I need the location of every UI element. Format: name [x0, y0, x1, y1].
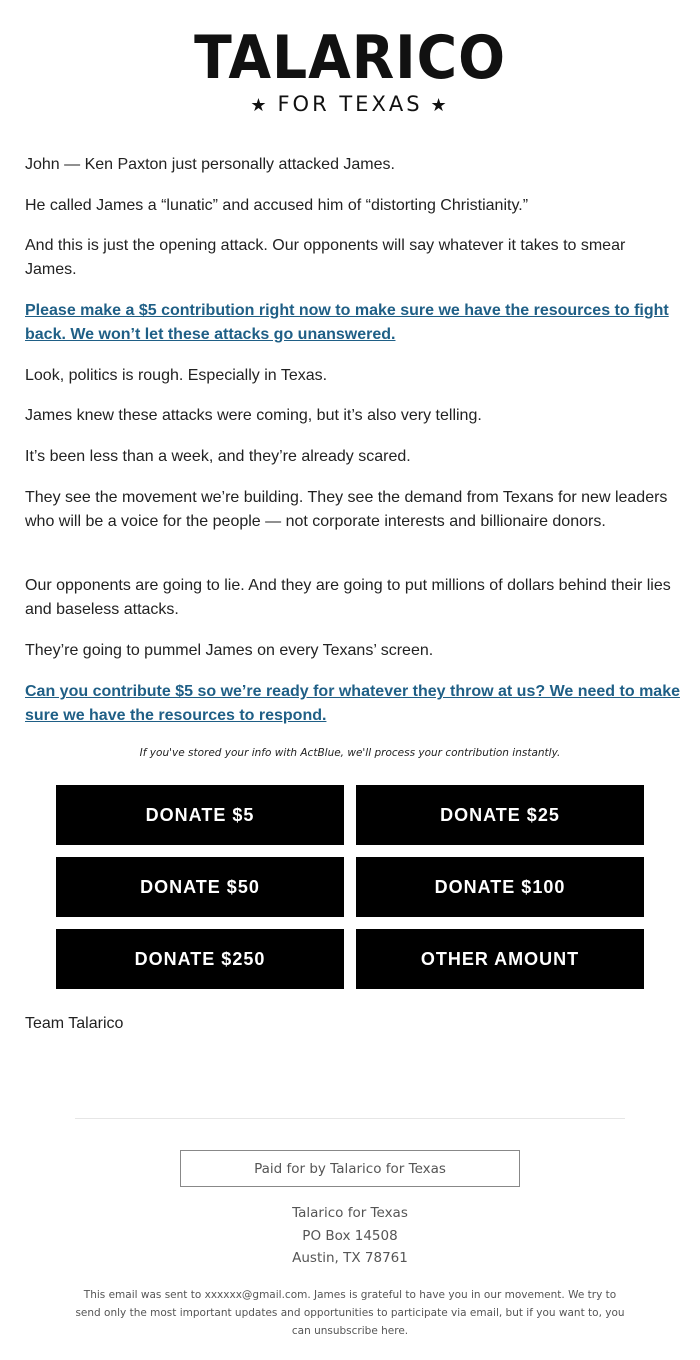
footer-divider	[75, 1118, 625, 1119]
logo-subtitle-text: FOR TEXAS	[277, 92, 423, 116]
star-icon: ★	[430, 95, 450, 116]
body-paragraph: Look, politics is rough. Especially in Texas.	[25, 367, 328, 384]
actblue-note: If you've stored your info with ActBlue, we'll process your contribution instantly.	[139, 747, 561, 759]
logo-subtitle	[0, 92, 700, 118]
body-paragraph: Our opponents are going to lie. And they are going to put millions of dollars behind their lies and baseless attacks.	[25, 577, 671, 618]
logo-title: TALARICO	[194, 23, 506, 93]
address-line: PO Box 14508	[302, 1228, 398, 1244]
donate-5-button[interactable]: DONATE $5	[56, 785, 344, 845]
contribute-link[interactable]: Can you contribute $5 so we’re ready for whatever they throw at us? We need to make sure we have the resources to respond.	[25, 683, 680, 724]
body-paragraph: John — Ken Paxton just personally attacked James.	[25, 156, 395, 173]
donate-250-button[interactable]: DONATE $250	[56, 929, 344, 989]
body-paragraph: He called James a “lunatic” and accused him of “distorting Christianity.”	[25, 197, 529, 214]
body-paragraph: They see the movement we’re building. They see the demand from Texans for new leaders who will be a voice for the people — not corporate interests and billionaire donors.	[25, 489, 668, 530]
donate-50-button[interactable]: DONATE $50	[56, 857, 344, 917]
address-line: Talarico for Texas	[292, 1205, 408, 1221]
star-icon: ★	[250, 95, 270, 116]
body-paragraph: They’re going to pummel James on every Texans’ screen.	[25, 642, 434, 659]
other-amount-button[interactable]: OTHER AMOUNT	[356, 929, 644, 989]
donate-100-button[interactable]: DONATE $100	[356, 857, 644, 917]
body-paragraph: And this is just the opening attack. Our opponents will say whatever it takes to smear James.	[25, 237, 626, 278]
body-paragraph: It’s been less than a week, and they’re already scared.	[25, 448, 411, 465]
body-paragraph: James knew these attacks were coming, but it’s also very telling.	[25, 407, 482, 424]
paid-for-disclaimer: Paid for by Talarico for Texas	[180, 1150, 520, 1187]
signoff: Team Talarico	[25, 1015, 124, 1032]
legal-notice: This email was sent to xxxxxx@gmail.com. James is grateful to have you in our movement. We try to send only the most important updates and opportunities to participate via email, but if you want to, you can unsubscribe here.	[75, 1289, 625, 1337]
donate-25-button[interactable]: DONATE $25	[356, 785, 644, 845]
address-line: Austin, TX 78761	[292, 1250, 408, 1266]
campaign-logo	[0, 23, 700, 118]
contribute-link[interactable]: Please make a $5 contribution right now to make sure we have the resources to fight back. We won’t let these attacks go unanswered.	[25, 302, 669, 343]
